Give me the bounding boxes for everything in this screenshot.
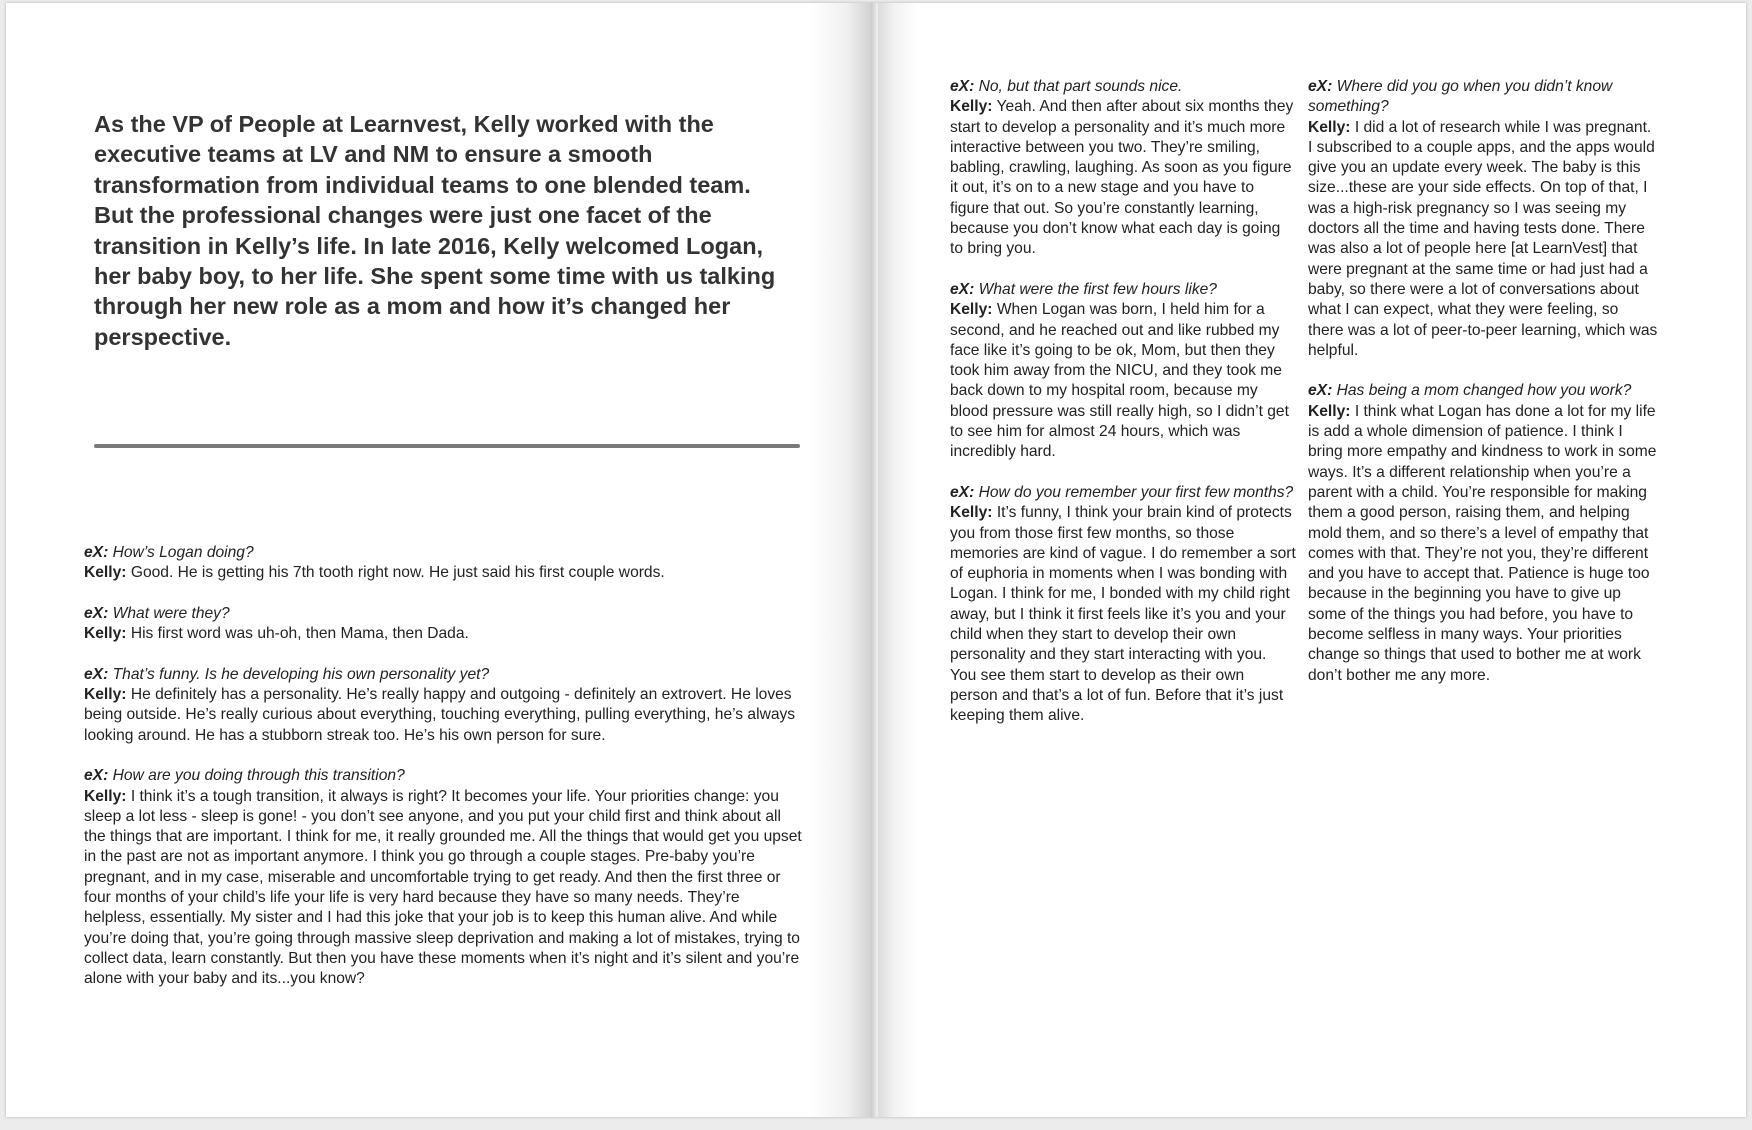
question: [950, 280, 1296, 300]
answer: [950, 503, 1296, 726]
question: [1308, 77, 1658, 118]
interviewer-label: eX:: [1308, 382, 1333, 400]
answer-text: Yeah. And then after about six months they start to develop a personality and it’s much more interactive between you two. They’re smiling, babling, crawling, laughing. As soon as you figure it out, it’s on to a new stage and you have to figure that out. So you’re constantly learning, because you don’t know what each day is going to bring you.: [950, 98, 1294, 258]
question: [1308, 381, 1658, 401]
answer: [1308, 118, 1658, 362]
right-qa-column-2: [1308, 77, 1658, 706]
answer: [1308, 402, 1658, 686]
interviewee-label: Kelly:: [84, 787, 127, 805]
answer: [84, 563, 804, 583]
question: [950, 77, 1296, 97]
answer-text: I think it’s a tough transition, it always is right? It becomes your life. Your priorities change: you sleep a lot less - sleep is gone! - you don’t see anyone, and you put your child first and think about all the things that are important. I think for me, it really grounded me. All the things that would get you upset in the past are not as important anymore. I think you go through a couple stages. Pre-baby you’re pregnant, and in my case, miserable and uncomfortable trying to get ready. And then the first three or four months of your child’s life your life is very hard because they have so many needs. They’re helpless, essentially. My sister and I had this joke that your job is to keep this human alive. And while you’re doing that, you’re going through massive sleep deprivation and making a lot of mistakes, trying to collect data, learn constantly. But then you have these moments when it’s night and it’s silent and you’re alone with your baby and its...you know?: [84, 787, 802, 988]
interviewer-label: eX:: [84, 544, 109, 561]
question-text: How do you remember your first few months?: [978, 483, 1294, 501]
interviewee-label: Kelly:: [950, 98, 993, 116]
interviewer-label: eX:: [950, 483, 975, 501]
question-text: Has being a mom changed how you work?: [1336, 382, 1632, 400]
interviewer-label: eX:: [84, 767, 109, 785]
answer-text: When Logan was born, I held him for a second, and he reached out and like rubbed my face like it’s going to be ok, Mom, but then they took him away from the NICU, and they took me back down to my hospital room, because my blood pressure was still really high, so I didn’t get to see him for almost 24 hours, which was incredibly hard.: [950, 301, 1289, 461]
gutter-shadow: [878, 3, 918, 1117]
question: [84, 604, 804, 624]
qa-item: [950, 77, 1296, 260]
qa-item: [1308, 381, 1658, 685]
question-text: How’s Logan doing?: [112, 544, 254, 561]
left-page: [6, 3, 871, 1117]
qa-item: [84, 766, 804, 989]
question-text: What were they?: [112, 604, 230, 622]
answer-text: It’s funny, I think your brain kind of protects you from those first few months, so those memories are kind of vague. I do remember a sort of euphoria in moments when I was bonding with Logan. I think for me, I bonded with my child right away, but I think it first feels like it’s you and your child when they start to develop their own personality and they start interacting with you. You see them start to develop as their own person and that’s a lot of fun. Before that it’s just keeping them alive.: [950, 504, 1296, 725]
question: [84, 766, 804, 786]
gutter-shadow: [811, 3, 871, 1117]
question-text: How are you doing through this transition?: [112, 767, 405, 785]
answer: [950, 97, 1296, 259]
interviewee-label: Kelly:: [84, 686, 127, 704]
question-text: No, but that part sounds nice.: [978, 78, 1183, 95]
interviewer-label: eX:: [84, 665, 109, 683]
question: [84, 543, 804, 563]
interviewee-label: Kelly:: [1308, 118, 1351, 136]
question: [950, 483, 1296, 503]
interviewer-label: eX:: [950, 280, 975, 298]
magazine-spread: [6, 3, 1746, 1117]
answer-text: Good. He is getting his 7th tooth right now. He just said his first couple words.: [130, 564, 665, 582]
qa-item: [84, 665, 804, 746]
qa-item: [950, 280, 1296, 463]
answer: [84, 787, 804, 990]
right-page: [878, 3, 1746, 1117]
qa-item: [1308, 77, 1658, 361]
answer: [950, 300, 1296, 462]
interviewer-label: eX:: [84, 604, 109, 622]
right-qa-column-1: [950, 77, 1296, 747]
divider-rule: [94, 444, 800, 448]
interviewer-label: eX:: [950, 78, 975, 95]
question-text: Where did you go when you didn’t know something?: [1308, 78, 1613, 116]
intro-paragraph: As the VP of People at Learnvest, Kelly worked with the executive teams at LV and NM to ensure a smooth transformation from individual teams to one blended team. But the professional changes were just one facet of the transition in Kelly’s life. In late 2016, Kelly welcomed Logan, her baby boy, to her life. She spent some time with us talking through her new role as a mom and how it’s changed her perspective.: [94, 111, 776, 350]
interviewer-label: eX:: [1308, 78, 1333, 95]
question: [84, 665, 804, 685]
answer: [84, 624, 804, 644]
question-text: That’s funny. Is he developing his own personality yet?: [112, 665, 490, 683]
answer-text: He definitely has a personality. He’s really happy and outgoing - definitely an extrovert. He loves being outside. He’s really curious about everything, touching everything, pulling everything, he’s always looking around. He has a stubborn streak too. He’s his own person for sure.: [84, 686, 796, 744]
qa-item: [84, 604, 804, 645]
answer-text: I did a lot of research while I was pregnant. I subscribed to a couple apps, and the apps would give you an update every week. The baby is this size...these are your side effects. On top of that, I was a high-risk pregnancy so I was seeing my doctors all the time and having tests done. There was also a lot of people here [at LearnVest] that were pregnant at the same time or had just had a baby, so there were a lot of conversations about what I can expect, what they were feeling, so there was a lot of peer-to-peer learning, which was helpful.: [1308, 118, 1658, 359]
interviewee-label: Kelly:: [84, 564, 127, 582]
question-text: What were the first few hours like?: [978, 280, 1217, 298]
answer: [84, 685, 804, 746]
left-qa-column: [84, 543, 804, 1010]
answer-text: His first word was uh-oh, then Mama, then Dada.: [130, 625, 469, 643]
interviewee-label: Kelly:: [84, 625, 127, 643]
book-gutter: [871, 3, 878, 1117]
qa-item: [84, 543, 804, 584]
qa-item: [950, 483, 1296, 727]
interviewee-label: Kelly:: [1308, 402, 1351, 420]
answer-text: I think what Logan has done a lot for my life is add a whole dimension of patience. I think I bring more empathy and kindness to work in some ways. It’s a different relationship when you’re a parent with a child. You’re responsible for making them a good person, raising them, and helping mold them, and so there’s a level of empathy that comes with that. They’re not you, they’re different and you have to accept that. Patience is huge too because in the beginning you have to give up some of the things you had before, you have to become selfless in many ways. Your priorities change so things that used to bother me at work don’t bother me any more.: [1308, 402, 1657, 684]
interviewee-label: Kelly:: [950, 301, 993, 319]
interviewee-label: Kelly:: [950, 504, 993, 522]
